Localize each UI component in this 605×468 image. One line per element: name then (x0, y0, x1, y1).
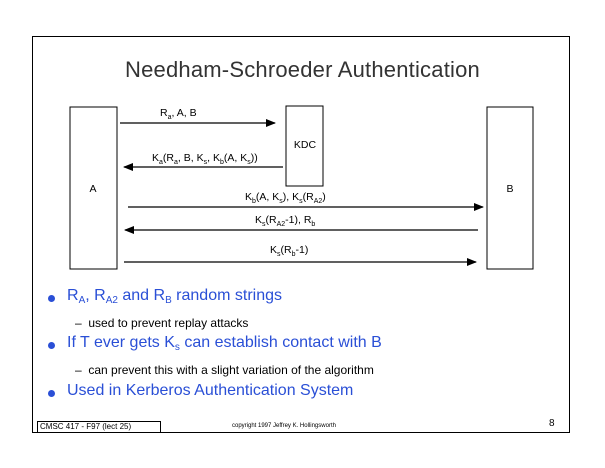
bullet-dot (48, 342, 55, 349)
party-a-label: A (89, 183, 97, 195)
page-number: 8 (549, 418, 555, 429)
kdc-label: KDC (293, 139, 317, 151)
bullet-text: $R_A$, $R_{A2}$ and $R_B$ random strings (67, 287, 282, 306)
party-b-label: B (506, 183, 514, 195)
footer-course: CMSC 417 - F97 (lect 25) (37, 421, 161, 433)
message-label: $K_s(R_b-1)$ (270, 244, 309, 258)
sub-item: – can prevent this with a slight variation of the algorithm (75, 363, 374, 377)
bullet-dot (48, 295, 55, 302)
sub-item-text: used to prevent replay attacks (88, 316, 249, 330)
message-label: $R_a$, A, B (160, 107, 197, 121)
sub-item: – used to prevent replay attacks (75, 316, 249, 330)
footer-copyright: copyright 1997 Jeffrey K. Hollingsworth (232, 423, 336, 429)
message-label: $K_b(A$, $K_s$), $K_s(R_{A2})$ (245, 191, 326, 205)
slide-title: Needham-Schroeder Authentication (125, 57, 480, 82)
bullet-text: Used in Kerberos Authentication System (67, 382, 354, 399)
bullet-text: If T ever gets $K_s$ can establish contact with B (67, 334, 382, 353)
bullet-dot (48, 390, 55, 397)
message-label: $K_a(R_a$, B, $K_s$, $K_b(A$, $K_s$)) (152, 152, 258, 166)
sub-item-text: can prevent this with a slight variation of the algorithm (88, 363, 374, 377)
message-label: $K_s(R_{A2}-1)$, $R_b$ (255, 214, 316, 228)
